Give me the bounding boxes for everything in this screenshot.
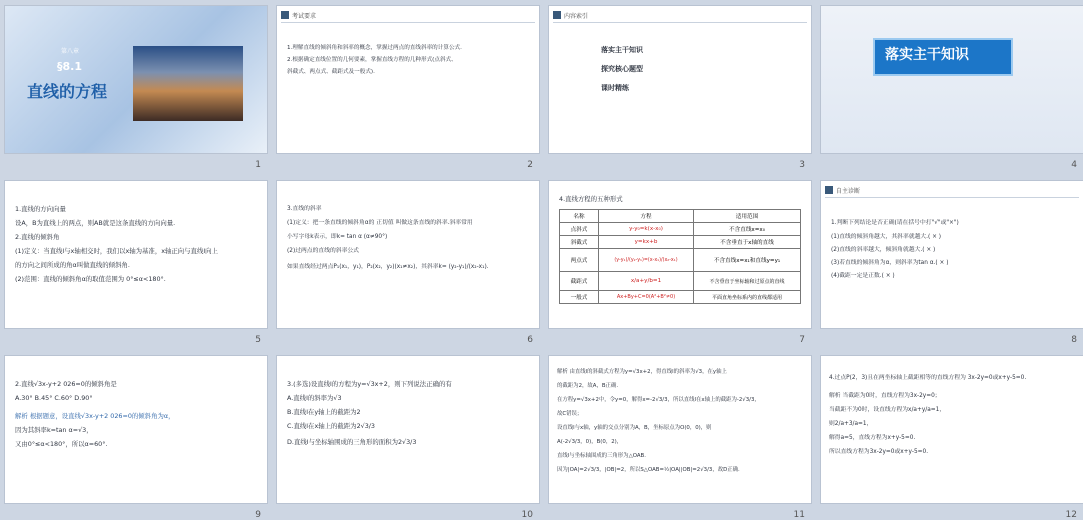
slide-number: 7 [799, 335, 805, 345]
chapter-label: 第八章 [61, 48, 80, 55]
table-cell: 截距式 [560, 272, 599, 291]
slide-number: 1 [255, 160, 261, 170]
forms-table [559, 209, 801, 304]
text-line: 如果直线经过两点P₁(x₁，y₁)，P₂(x₂，y₂)(x₁≠x₂)，其斜率k= (y₂-y₁)/(x₂-x₁). [287, 264, 489, 270]
table-cell: 不含垂直于x轴的直线 [694, 236, 801, 249]
table-cell: 不含直线x=x₀ [694, 223, 801, 236]
slide-number: 2 [527, 160, 533, 170]
table-cell: y-y₀=k(x-x₀) [599, 223, 694, 236]
toc-item: 探究核心题型 [601, 65, 643, 73]
text-line: (1)定义：把一条直线的倾斜角α的 正切值 叫做这条直线的斜率.斜率常用 [287, 220, 473, 226]
table-cell: 两点式 [560, 249, 599, 272]
tag-label: 考试要求 [292, 12, 317, 20]
tag-label: 自主诊断 [836, 187, 861, 195]
text-line: A(-2√3/3，0)，B(0，2)， [557, 439, 623, 445]
text-line: 因为|OA|=2√3/3，|OB|=2，所以S△OAB=½|OA||OB|=2√3/3，故D正确. [557, 467, 740, 473]
table-cell: (y-y₁)/(y₂-y₁)=(x-x₁)/(x₂-x₁) [599, 249, 694, 272]
text-line: 又由0°≤α<180°，所以α=60°. [15, 440, 108, 448]
table-row [560, 249, 801, 272]
table-cell: x/a+y/b=1 [599, 272, 694, 291]
text-line: (2)范围：直线的倾斜角α的取值范围为 0°≤α<180°. [15, 275, 166, 283]
text-line: B.直线l在y轴上的截距为2 [287, 408, 361, 416]
table-row [560, 272, 801, 291]
slide-number: 11 [793, 510, 805, 520]
slide-number: 8 [1071, 335, 1077, 345]
text-line: 则2/a+3/a=1， [829, 421, 873, 427]
text-line: 1.理解直线的倾斜角和斜率的概念，掌握过两点的直线斜率的计算公式. [287, 45, 462, 51]
table-row [560, 291, 801, 304]
slide-thumbnail-12[interactable] [821, 356, 1083, 520]
tag-marker-icon [825, 186, 833, 194]
slide-number: 4 [1071, 160, 1077, 170]
tag-label: 内容索引 [564, 12, 589, 20]
tag-marker-icon [281, 11, 289, 19]
text-line: D.直线l与坐标轴围成的三角形的面积为2√3/3 [287, 438, 417, 446]
slide-thumbnail-11[interactable] [549, 356, 811, 520]
banner-title: 落实主干知识 [885, 47, 969, 63]
slide-thumbnail-2[interactable] [277, 6, 539, 170]
text-line: 故C错误； [557, 411, 583, 417]
text-line: 当截距不为0时，设直线方程为x/a+y/a=1， [829, 407, 946, 413]
table-row [560, 236, 801, 249]
table-cell: 一般式 [560, 291, 599, 304]
slide-thumbnail-1[interactable] [5, 6, 267, 170]
table-cell: 斜截式 [560, 236, 599, 249]
text-line: 在方程y=√3x+2中，令y=0，解得x=-2√3/3，所以直线l在x轴上的截距为-2√3/3， [557, 397, 760, 403]
text-line: (1)定义：当直线l与x轴相交时，我们以x轴为基准，x轴正向与直线l向上 [15, 247, 218, 255]
text-line: 的截距为2，故A，B正确. [557, 383, 619, 389]
slide-thumbnail-10[interactable] [277, 356, 539, 520]
text-line: C.直线l在x轴上的截距为2√3/3 [287, 422, 375, 430]
table-cell: Ax+By+C=0(A²+B²≠0) [599, 291, 694, 304]
table-header-cell: 适用范围 [694, 210, 801, 223]
slide-thumbnail-8[interactable] [821, 181, 1083, 345]
text-line: A.直线l的斜率为√3 [287, 394, 342, 402]
text-line: 2.直线√3x-y+2 026=0的倾斜角是 [15, 380, 117, 388]
section-tag [825, 185, 860, 195]
title-photo [133, 46, 243, 121]
text-line: 的方向之间所成的角α叫做直线的倾斜角. [15, 261, 130, 269]
toc-item: 落实主干知识 [601, 46, 643, 54]
text-line: 1.判断下列结论是否正确(请在括号中打"√"或"×") [831, 220, 959, 226]
slide-number: 9 [255, 510, 261, 520]
slide-thumbnail-5[interactable] [5, 181, 267, 345]
text-line: 斜截式、两点式、截距式及一般式). [287, 69, 375, 75]
text-line: (2)直线的斜率越大，倾斜角就越大.( × ) [831, 247, 936, 253]
text-line: 解析 由直线l的斜截式方程为y=√3x+2，得直线l的斜率为√3，在y轴上 [557, 369, 727, 375]
slide-thumbnail-7[interactable] [549, 181, 811, 345]
table-cell: 不含直线x=x₁和直线y=y₁ [694, 249, 801, 272]
tag-marker-icon [553, 11, 561, 19]
text-line: 小写字母k表示，即k= tan α (α≠90°) [287, 234, 388, 240]
text-line: (3)若直线的倾斜角为α，则斜率为tan α.( × ) [831, 260, 949, 266]
section-tag [281, 10, 316, 20]
table-header-row [560, 210, 801, 223]
text-line: A.30° B.45° C.60° D.90° [15, 394, 93, 402]
text-line: 2.根据确定直线位置的几何要素，掌握直线方程的几种形式(点斜式、 [287, 57, 457, 63]
slide-number: 12 [1065, 510, 1077, 520]
text-line: 解得a=5，直线方程为x+y-5=0. [829, 435, 916, 441]
slide-thumbnail-3[interactable] [549, 6, 811, 170]
text-line: (4)截距一定是正数.( × ) [831, 273, 895, 279]
table-header-cell: 名称 [560, 210, 599, 223]
table-cell: 不含垂直于坐标轴和过原点的直线 [694, 272, 801, 291]
slide-number: 6 [527, 335, 533, 345]
table-cell: 平面直角坐标系内的直线都适用 [694, 291, 801, 304]
text-line: 1.直线的方向向量 [15, 205, 66, 213]
slide-thumbnail-6[interactable] [277, 181, 539, 345]
text-line: 解析 当截距为0时，直线方程为3x-2y=0； [829, 393, 941, 399]
text-line: 3.直线的斜率 [287, 206, 322, 212]
table-cell: y=kx+b [599, 236, 694, 249]
section-number: §8.1 [57, 60, 82, 73]
text-line: 2.直线的倾斜角 [15, 233, 60, 241]
slide-number: 5 [255, 335, 261, 345]
text-line: 因为其斜率k=tan α=√3， [15, 426, 93, 434]
slide-number: 3 [799, 160, 805, 170]
text-line: 4.过点P(2，3)且在两坐标轴上截距相等的直线方程为 3x-2y=0或x+y-5=0. [829, 375, 1027, 381]
text-line: 直线l与坐标轴围成的三角形为△OAB. [557, 453, 646, 459]
slide-thumbnail-4[interactable] [821, 6, 1083, 170]
text-line: (2)过两点的直线的斜率公式 [287, 248, 359, 254]
table-header-cell: 方程 [599, 210, 694, 223]
toc-item: 课时精练 [601, 84, 629, 92]
deck-title: 直线的方程 [27, 82, 108, 101]
table-cell: 点斜式 [560, 223, 599, 236]
table-row [560, 223, 801, 236]
text-line: 3.(多选)设直线l的方程为y=√3x+2，则下列说法正确的有 [287, 380, 452, 388]
table-title: 4.直线方程的五种形式 [559, 195, 623, 203]
text-line: 所以直线方程为3x-2y=0或x+y-5=0. [829, 449, 929, 455]
slide-thumbnail-9[interactable] [5, 356, 267, 520]
text-line: 设直线l与x轴，y轴的交点分别为A，B，坐标原点为O(0，0)，则 [557, 425, 712, 431]
text-line: 解析 根据题意，设直线√3x-y+2 026=0的倾斜角为α， [15, 412, 175, 420]
text-line: 设A，B为直线上的两点，则AB就是这条直线的方向向量. [15, 219, 176, 227]
section-tag [553, 10, 588, 20]
slide-number: 10 [521, 510, 533, 520]
text-line: (1)直线的倾斜角越大，其斜率就越大.( × ) [831, 234, 942, 240]
